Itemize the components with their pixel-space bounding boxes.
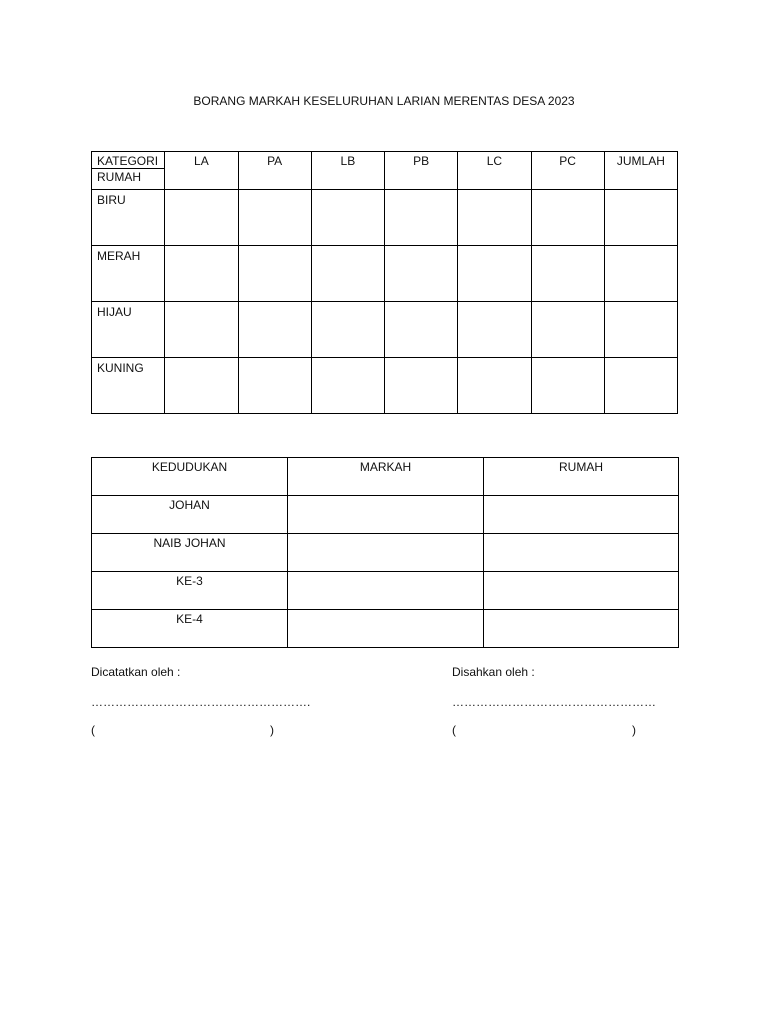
column-header-pb: PB [385,152,458,190]
column-header-lc: LC [458,152,531,190]
score-cell[interactable] [531,358,604,414]
table-row [92,190,678,246]
score-cell[interactable] [238,190,311,246]
row-label-biru: BIRU [92,190,165,246]
score-cell[interactable] [238,358,311,414]
score-cell[interactable] [458,358,531,414]
total-cell[interactable] [604,358,677,414]
markah-cell[interactable] [288,496,484,534]
approved-by-name-open-paren: ( [452,723,456,737]
table-row [92,246,678,302]
table-header-row [92,458,679,496]
category-header-line1: KATEGORI [92,152,164,169]
row-label-kuning: KUNING [92,358,165,414]
position-label-johan: JOHAN [92,496,288,534]
table-row [92,572,679,610]
position-label-ke-4: KE-4 [92,610,288,648]
total-cell[interactable] [604,246,677,302]
ranking-table [91,457,679,648]
column-header-rumah: RUMAH [484,458,679,496]
score-cell[interactable] [165,302,238,358]
row-label-hijau: HIJAU [92,302,165,358]
position-label-ke-3: KE-3 [92,572,288,610]
column-header-pa: PA [238,152,311,190]
total-cell[interactable] [604,190,677,246]
rumah-cell[interactable] [484,496,679,534]
column-header-jumlah: JUMLAH [604,152,677,190]
score-cell[interactable] [165,190,238,246]
category-header-line2: RUMAH [97,170,141,184]
score-cell[interactable] [385,190,458,246]
score-cell[interactable] [458,302,531,358]
score-cell[interactable] [311,246,384,302]
table-row [92,534,679,572]
category-header-cell [92,152,165,190]
column-header-kedudukan: KEDUDUKAN [92,458,288,496]
column-header-pc: PC [531,152,604,190]
rumah-cell[interactable] [484,572,679,610]
score-cell[interactable] [311,190,384,246]
score-cell[interactable] [531,246,604,302]
table-row [92,302,678,358]
score-cell[interactable] [165,246,238,302]
column-header-markah: MARKAH [288,458,484,496]
position-label-naib-johan: NAIB JOHAN [92,534,288,572]
markah-cell[interactable] [288,610,484,648]
recorded-by-name-open-paren: ( [91,723,95,737]
markah-cell[interactable] [288,572,484,610]
score-cell[interactable] [458,246,531,302]
row-label-merah: MERAH [92,246,165,302]
score-cell[interactable] [238,246,311,302]
score-cell[interactable] [238,302,311,358]
table-header-row [92,152,678,190]
recorded-by-signature-line: ………………………………………………. [91,695,311,709]
table-row [92,358,678,414]
house-score-table [91,151,678,414]
score-cell[interactable] [385,358,458,414]
score-cell[interactable] [531,302,604,358]
approved-by-name-close-paren: ) [632,723,636,737]
column-header-lb: LB [311,152,384,190]
approved-by-label: Disahkan oleh : [452,665,535,679]
score-cell[interactable] [311,358,384,414]
rumah-cell[interactable] [484,610,679,648]
score-cell[interactable] [458,190,531,246]
score-cell[interactable] [531,190,604,246]
table-row [92,496,679,534]
total-cell[interactable] [604,302,677,358]
table-row [92,610,679,648]
rumah-cell[interactable] [484,534,679,572]
approved-by-signature-line: …………………………………………… [452,695,656,709]
page-title: BORANG MARKAH KESELURUHAN LARIAN MERENTAS DESA 2023 [193,94,575,108]
recorded-by-label: Dicatatkan oleh : [91,665,181,679]
score-cell[interactable] [165,358,238,414]
markah-cell[interactable] [288,534,484,572]
score-cell[interactable] [385,246,458,302]
column-header-la: LA [165,152,238,190]
recorded-by-name-close-paren: ) [270,723,274,737]
score-cell[interactable] [311,302,384,358]
score-cell[interactable] [385,302,458,358]
